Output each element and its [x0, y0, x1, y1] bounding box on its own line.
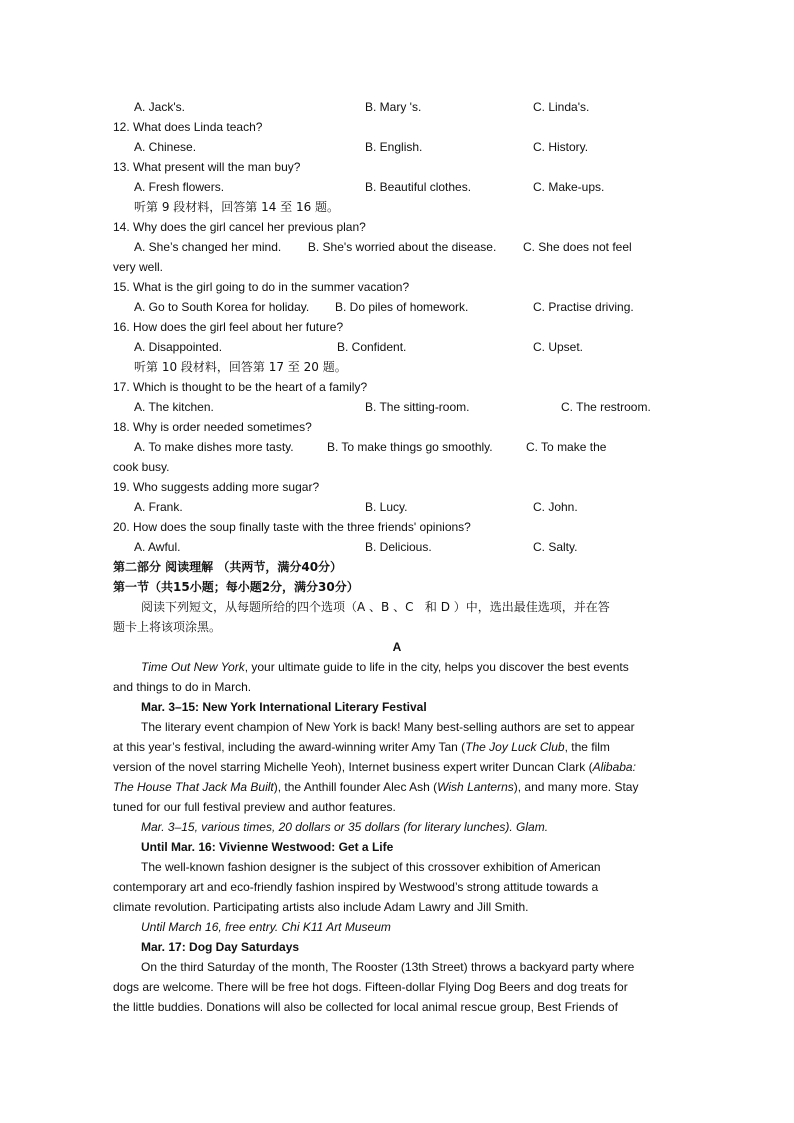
event-1-text-b: , the film	[564, 740, 610, 754]
event-1-line-5: tuned for our full festival preview and author features.	[113, 800, 396, 814]
question-16: 16. How does the girl feel about her future?	[113, 320, 344, 334]
event-1-text-d: ), the Anthill founder Alec Ash (	[273, 780, 438, 794]
q13-option-c: C. Make-ups.	[533, 180, 605, 194]
q18-options-cont: cook busy.	[113, 460, 170, 474]
q11-option-c: C. Linda's.	[533, 100, 590, 114]
q20-option-a: A. Awful.	[134, 540, 181, 554]
q18-options: A. To make dishes more tasty. B. To make things go smoothly. C. To make the	[134, 440, 607, 454]
q20-option-c: C. Salty.	[533, 540, 578, 554]
event-1-line-4	[113, 777, 638, 797]
section-9-heading: 听第 9 段材料，回答第 14 至 16 题。	[134, 200, 340, 214]
question-20: 20. How does the soup finally taste with the three friends' opinions?	[113, 520, 471, 534]
intro-publication: Time Out New York	[141, 660, 245, 674]
event-1-book-title-2b: The House That Jack Ma Built	[113, 780, 274, 794]
q16-option-a: A. Disappointed.	[134, 340, 223, 354]
event-3-line-3: the little buddies. Donations will also be collected for local animal rescue group, Best Friends of	[113, 1000, 618, 1014]
event-1-book-title-1: The Joy Luck Club	[465, 740, 565, 754]
passage-label: A	[392, 640, 402, 654]
q20-option-b: B. Delicious.	[365, 540, 432, 554]
event-1-info: Mar. 3–15, various times, 20 dollars or 35 dollars (for literary lunches). Glam.	[141, 820, 549, 834]
q14-options: A. She’s changed her mind. B. She's worried about the disease. C. She does not feel	[134, 240, 632, 254]
event-1-title: Mar. 3–15: New York International Literary Festival	[141, 700, 427, 714]
q13-option-b: B. Beautiful clothes.	[365, 180, 472, 194]
q14-options-cont: very well.	[113, 260, 164, 274]
event-1-text-a: at this year’s festival, including the award-winning writer Amy Tan (	[113, 740, 466, 754]
q11-option-a: A. Jack's.	[134, 100, 185, 114]
q15-option-c: C. Practise driving.	[533, 300, 634, 314]
instruction-line-1: 阅读下列短文，从每题所给的四个选项（A 、B 、C 和 D ）中，选出最佳选项，并在答	[141, 600, 610, 614]
passage-intro	[141, 657, 629, 677]
event-1-text-c: version of the novel starring Michelle Yeoh), Internet business expert writer Duncan Clark (	[113, 760, 593, 774]
question-12: 12. What does Linda teach?	[113, 120, 263, 134]
event-2-line-2: contemporary art and eco-friendly fashion inspired by Westwood’s strong attitude towards a	[113, 880, 599, 894]
q15-option-a: A. Go to South Korea for holiday.	[134, 300, 310, 314]
instruction-line-2: 题卡上将该项涂黑。	[113, 620, 222, 634]
question-19: 19. Who suggests adding more sugar?	[113, 480, 320, 494]
intro-text: , your ultimate guide to life in the city, helps you discover the best events	[244, 660, 629, 674]
section-one-title: 第一节（共15小题；每小题2分，满分30分）	[113, 580, 359, 594]
q16-option-c: C. Upset.	[533, 340, 584, 354]
event-2-line-1: The well-known fashion designer is the subject of this crossover exhibition of American	[141, 860, 601, 874]
question-18: 18. Why is order needed sometimes?	[113, 420, 312, 434]
event-1-line-3	[113, 757, 636, 777]
q13-option-a: A. Fresh flowers.	[134, 180, 225, 194]
event-3-title: Mar. 17: Dog Day Saturdays	[141, 940, 300, 954]
passage-intro-cont: and things to do in March.	[113, 680, 252, 694]
event-3-line-1: On the third Saturday of the month, The Rooster (13th Street) throws a backyard party where	[141, 960, 635, 974]
q12-option-c: C. History.	[533, 140, 589, 154]
q12-option-b: B. English.	[365, 140, 423, 154]
part-two-title: 第二部分 阅读理解 （共两节，满分40分）	[113, 560, 343, 574]
event-3-line-2: dogs are welcome. There will be free hot dogs. Fifteen-dollar Flying Dog Beers and dog treats for	[113, 980, 628, 994]
q17-option-c: C. The restroom.	[561, 400, 651, 414]
event-2-title: Until Mar. 16: Vivienne Westwood: Get a Life	[141, 840, 394, 854]
question-17: 17. Which is thought to be the heart of a family?	[113, 380, 368, 394]
event-1-text-e: ), and many more. Stay	[513, 780, 639, 794]
q15-option-b: B. Do piles of homework.	[335, 300, 469, 314]
event-1-line-1: The literary event champion of New York is back! Many best-selling authors are set to appear	[141, 720, 635, 734]
event-2-line-3: climate revolution. Participating artists also include Adam Lawry and Jill Smith.	[113, 900, 529, 914]
q11-option-b: B. Mary 's.	[365, 100, 422, 114]
q17-option-b: B. The sitting-room.	[365, 400, 470, 414]
q17-option-a: A. The kitchen.	[134, 400, 214, 414]
q12-option-a: A. Chinese.	[134, 140, 197, 154]
event-1-book-title-2a: Alibaba:	[592, 760, 636, 774]
event-1-book-title-3: Wish Lanterns	[437, 780, 514, 794]
event-1-line-2	[113, 737, 610, 757]
question-13: 13. What present will the man buy?	[113, 160, 301, 174]
q16-option-b: B. Confident.	[337, 340, 407, 354]
q19-option-b: B. Lucy.	[365, 500, 408, 514]
question-15: 15. What is the girl going to do in the summer vacation?	[113, 280, 410, 294]
section-10-heading: 听第 10 段材料，回答第 17 至 20 题。	[134, 360, 347, 374]
question-14: 14. Why does the girl cancel her previous plan?	[113, 220, 366, 234]
event-2-info: Until March 16, free entry. Chi K11 Art Museum	[141, 920, 391, 934]
q19-option-c: C. John.	[533, 500, 578, 514]
q19-option-a: A. Frank.	[134, 500, 183, 514]
